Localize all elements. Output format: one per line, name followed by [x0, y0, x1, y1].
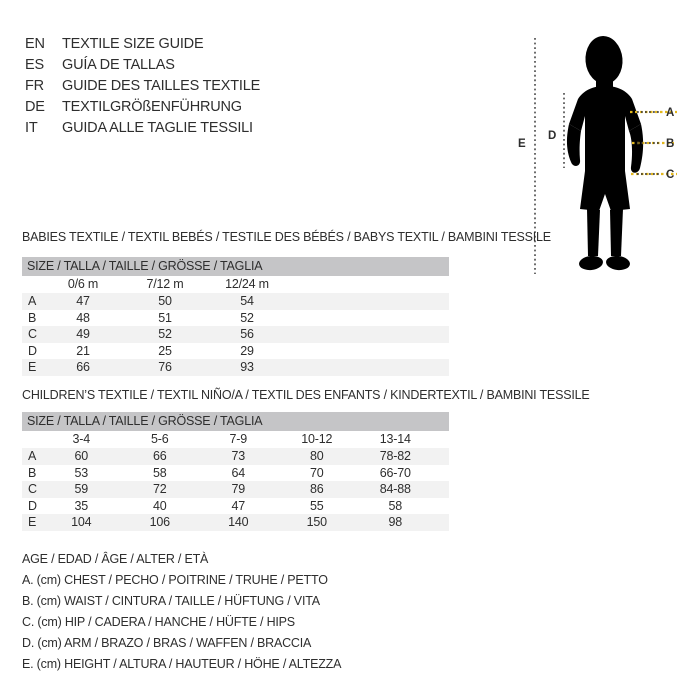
column-header: 13-14: [379, 432, 411, 446]
table-cell: 150: [306, 515, 327, 529]
waist-marker-label: B: [666, 138, 675, 150]
language-code: EN: [25, 36, 45, 52]
table-cell: 79: [231, 482, 245, 496]
table-cell: 93: [240, 360, 254, 374]
table-cell: 140: [228, 515, 249, 529]
row-label: C: [28, 482, 37, 496]
table-cell: 98: [388, 515, 402, 529]
legend-age-line: AGE / EDAD / ÂGE / ALTER / ETÀ: [22, 552, 209, 566]
table-cell: 40: [152, 498, 167, 513]
table-cell: 35: [74, 498, 88, 513]
row-label: A: [28, 449, 37, 463]
table-cell: 55: [309, 498, 324, 513]
children-section-title: CHILDREN’S TEXTILE / TEXTIL NIÑO/A / TEXTIL DES ENFANTS / KINDERTEXTIL / BAMBINI TESSILE: [22, 388, 590, 402]
table-cell: 66: [76, 360, 90, 374]
language-row-es: [25, 55, 260, 76]
table-row: [22, 498, 449, 515]
chest-marker-label: A: [666, 107, 675, 119]
table-cell: 106: [149, 515, 170, 529]
table-cell: 66: [152, 449, 167, 463]
column-header: 3-4: [72, 432, 90, 446]
babies-size-table: [22, 257, 449, 376]
table-row: [22, 326, 449, 343]
table-cell: 53: [74, 465, 88, 480]
row-label: B: [28, 465, 37, 480]
table-cell: 80: [309, 449, 324, 463]
column-header: 0/6 m: [67, 277, 99, 291]
table-cell: 66-70: [379, 465, 411, 480]
row-label: E: [28, 360, 37, 374]
table-cell: 49: [76, 327, 90, 341]
table-cell: 47: [76, 294, 90, 308]
table-cell: 58: [152, 465, 167, 480]
table-cell: 48: [76, 310, 90, 325]
row-label: A: [28, 294, 37, 308]
table-cell: 60: [74, 449, 88, 463]
guide-title: TEXTILGRÖßENFÜHRUNG: [62, 99, 242, 115]
column-header: 10-12: [301, 432, 333, 446]
column-header: 12/24 m: [225, 277, 269, 291]
child-silhouette: [567, 34, 643, 271]
height-marker-label: E: [518, 138, 526, 150]
table-cell: 58: [388, 498, 402, 513]
guide-title: TEXTILE SIZE GUIDE: [62, 36, 204, 52]
row-label: D: [28, 343, 37, 358]
guide-title: GUIDA ALLE TAGLIE TESSILI: [62, 120, 253, 136]
table-cell: 50: [158, 294, 172, 308]
table-cell: 25: [158, 343, 172, 358]
measurement-legend: [22, 549, 341, 675]
hip-marker-label: C: [666, 169, 675, 181]
table-cell: 86: [309, 482, 324, 496]
row-label: E: [28, 515, 37, 529]
table-cell: 51: [158, 310, 172, 325]
row-label: D: [28, 498, 37, 513]
row-label: C: [28, 327, 37, 341]
babies-column-header-row: [22, 276, 449, 293]
table-cell: 54: [240, 294, 254, 308]
table-row: [22, 343, 449, 360]
table-cell: 104: [71, 515, 92, 529]
table-cell: 73: [231, 449, 245, 463]
arm-marker-label: D: [548, 130, 557, 142]
guide-title: GUIDE DES TAILLES TEXTILE: [62, 78, 261, 94]
table-cell: 29: [240, 343, 254, 358]
language-row-it: [25, 118, 260, 139]
language-row-fr: [25, 76, 260, 97]
children-table-header-bar: SIZE / TALLA / TAILLE / GRÖSSE / TAGLIA: [22, 412, 449, 431]
table-row: [22, 465, 449, 482]
column-header: 5-6: [151, 432, 169, 446]
table-cell: 72: [152, 482, 167, 496]
language-code: ES: [25, 57, 44, 73]
babies-table-header-bar: SIZE / TALLA / TAILLE / GRÖSSE / TAGLIA: [22, 257, 449, 276]
column-header: 7/12 m: [146, 277, 184, 291]
language-row-en: [25, 34, 260, 55]
table-cell: 84-88: [379, 482, 411, 496]
legend-arm-line: D. (cm) ARM / BRAZO / BRAS / WAFFEN / BRACCIA: [22, 636, 312, 650]
legend-height-line: E. (cm) HEIGHT / ALTURA / HAUTEUR / HÖHE / ALTEZZA: [22, 657, 342, 671]
table-cell: 59: [74, 482, 88, 496]
children-size-table: [22, 412, 449, 531]
language-title-list: [25, 34, 260, 139]
children-column-header-row: [22, 431, 449, 448]
column-header: 7-9: [229, 432, 247, 446]
language-code: DE: [25, 99, 45, 115]
table-row: [22, 481, 449, 498]
table-cell: 76: [158, 360, 172, 374]
language-row-de: [25, 97, 260, 118]
table-cell: 47: [231, 498, 245, 513]
table-cell: 78-82: [379, 449, 411, 463]
table-row: [22, 359, 449, 376]
table-cell: 56: [240, 327, 254, 341]
table-cell: 64: [231, 465, 245, 480]
table-cell: 70: [309, 465, 324, 480]
babies-section-title: BABIES TEXTILE / TEXTIL BEBÉS / TESTILE DES BÉBÉS / BABYS TEXTIL / BAMBINI TESSILE: [22, 230, 551, 244]
table-row: [22, 448, 449, 465]
guide-title: GUÍA DE TALLAS: [62, 57, 175, 73]
table-row: [22, 293, 449, 310]
language-code: IT: [25, 120, 38, 136]
table-cell: 21: [76, 343, 90, 358]
row-label: B: [28, 310, 37, 325]
table-row: [22, 514, 449, 531]
legend-waist-line: B. (cm) WAIST / CINTURA / TAILLE / HÜFTUNG / VITA: [22, 594, 320, 608]
language-code: FR: [25, 78, 44, 94]
legend-chest-line: A. (cm) CHEST / PECHO / POITRINE / TRUHE / PETTO: [22, 573, 328, 587]
legend-hip-line: C. (cm) HIP / CADERA / HANCHE / HÜFTE / HIPS: [22, 615, 295, 629]
table-cell: 52: [240, 310, 254, 325]
table-row: [22, 310, 449, 327]
table-cell: 52: [158, 327, 172, 341]
